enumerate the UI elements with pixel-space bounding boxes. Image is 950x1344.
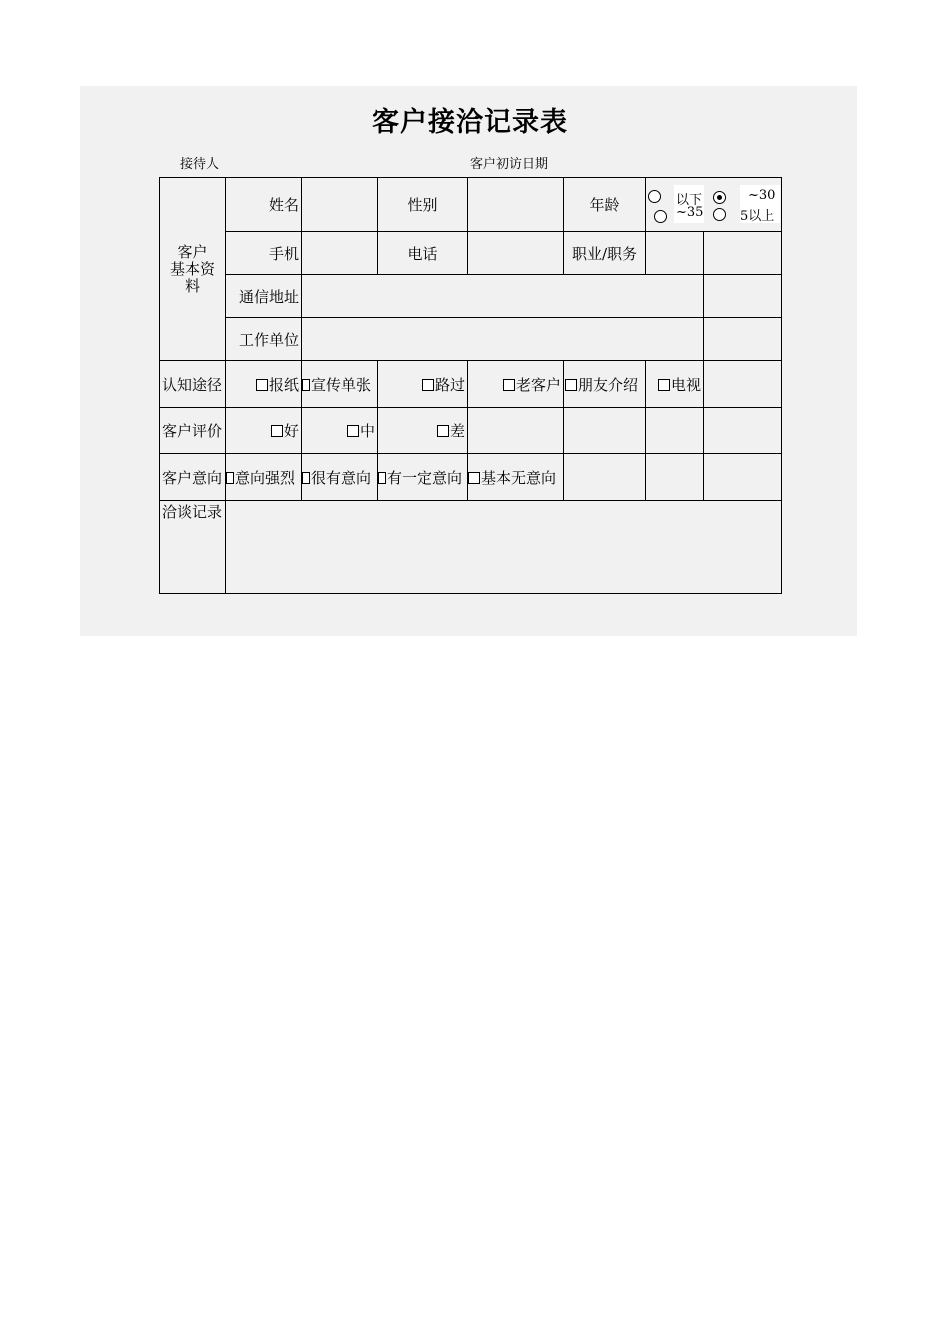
awareness-option-referral[interactable]: 朋友介绍 <box>564 361 646 408</box>
checkbox-icon[interactable] <box>302 472 310 484</box>
blank-cell <box>704 361 782 408</box>
blank-cell <box>704 275 782 318</box>
evaluation-label: 客户评价 <box>160 408 226 454</box>
phone-label: 电话 <box>378 232 468 275</box>
form-title: 客户接洽记录表 <box>372 107 568 138</box>
age-label: 年龄 <box>564 178 646 232</box>
workplace-field[interactable] <box>302 318 704 361</box>
checkbox-icon[interactable] <box>503 379 515 391</box>
checkbox-icon[interactable] <box>256 379 268 391</box>
age-option-1-label: 以下 <box>676 192 703 208</box>
awareness-option-old-customer[interactable]: 老客户 <box>468 361 564 408</box>
age-options <box>646 178 782 232</box>
age-radio-4[interactable] <box>713 208 726 221</box>
blank-cell <box>564 454 646 501</box>
age-option-2-label: ~30 <box>748 187 776 203</box>
blank-cell <box>646 454 704 501</box>
basic-info-label: 客户 基本资 料 <box>160 178 226 361</box>
checkbox-icon[interactable] <box>378 472 386 484</box>
blank-cell <box>468 408 564 454</box>
mobile-field[interactable] <box>302 232 378 275</box>
phone-field[interactable] <box>468 232 564 275</box>
name-label: 姓名 <box>226 178 302 232</box>
intention-label: 客户意向 <box>160 454 226 501</box>
age-radio-1[interactable] <box>648 190 661 203</box>
notes-label: 洽谈记录 <box>160 501 226 594</box>
intention-option-very[interactable]: 很有意向 <box>302 454 378 501</box>
customer-record-table <box>159 177 782 594</box>
intention-option-none[interactable]: 基本无意向 <box>468 454 564 501</box>
intention-option-strong[interactable]: 意向强烈 <box>226 454 302 501</box>
checkbox-icon[interactable] <box>422 379 434 391</box>
checkbox-icon[interactable] <box>468 472 480 484</box>
name-field[interactable] <box>302 178 378 232</box>
awareness-option-tv[interactable]: 电视 <box>646 361 704 408</box>
checkbox-icon[interactable] <box>658 379 670 391</box>
notes-field[interactable] <box>226 501 782 594</box>
awareness-label: 认知途径 <box>160 361 226 408</box>
awareness-option-flyer[interactable]: 宣传单张 <box>302 361 378 408</box>
workplace-label: 工作单位 <box>226 318 302 361</box>
checkbox-icon[interactable] <box>347 425 359 437</box>
evaluation-option-medium[interactable]: 中 <box>302 408 378 454</box>
age-option-3-label: ~35 <box>676 204 704 220</box>
age-option-4-label: 5以上 <box>740 208 775 224</box>
blank-cell <box>704 232 782 275</box>
first-visit-date-label: 客户初访日期 <box>470 157 549 172</box>
checkbox-icon[interactable] <box>302 379 310 391</box>
address-field[interactable] <box>302 275 704 318</box>
blank-cell <box>564 408 646 454</box>
age-radio-3[interactable] <box>654 210 667 223</box>
blank-cell <box>704 408 782 454</box>
blank-cell <box>646 408 704 454</box>
gender-label: 性别 <box>378 178 468 232</box>
evaluation-option-poor[interactable]: 差 <box>378 408 468 454</box>
occupation-field[interactable] <box>646 232 704 275</box>
blank-cell <box>704 454 782 501</box>
evaluation-option-good[interactable]: 好 <box>226 408 302 454</box>
age-radio-2[interactable] <box>713 191 726 204</box>
mobile-label: 手机 <box>226 232 302 275</box>
checkbox-icon[interactable] <box>226 472 234 484</box>
receptionist-label: 接待人 <box>180 157 220 172</box>
checkbox-icon[interactable] <box>565 379 577 391</box>
checkbox-icon[interactable] <box>271 425 283 437</box>
occupation-label: 职业/职务 <box>564 232 646 275</box>
awareness-option-passing[interactable]: 路过 <box>378 361 468 408</box>
checkbox-icon[interactable] <box>437 425 449 437</box>
address-label: 通信地址 <box>226 275 302 318</box>
awareness-option-newspaper[interactable]: 报纸 <box>226 361 302 408</box>
blank-cell <box>704 318 782 361</box>
intention-option-some[interactable]: 有一定意向 <box>378 454 468 501</box>
gender-field[interactable] <box>468 178 564 232</box>
